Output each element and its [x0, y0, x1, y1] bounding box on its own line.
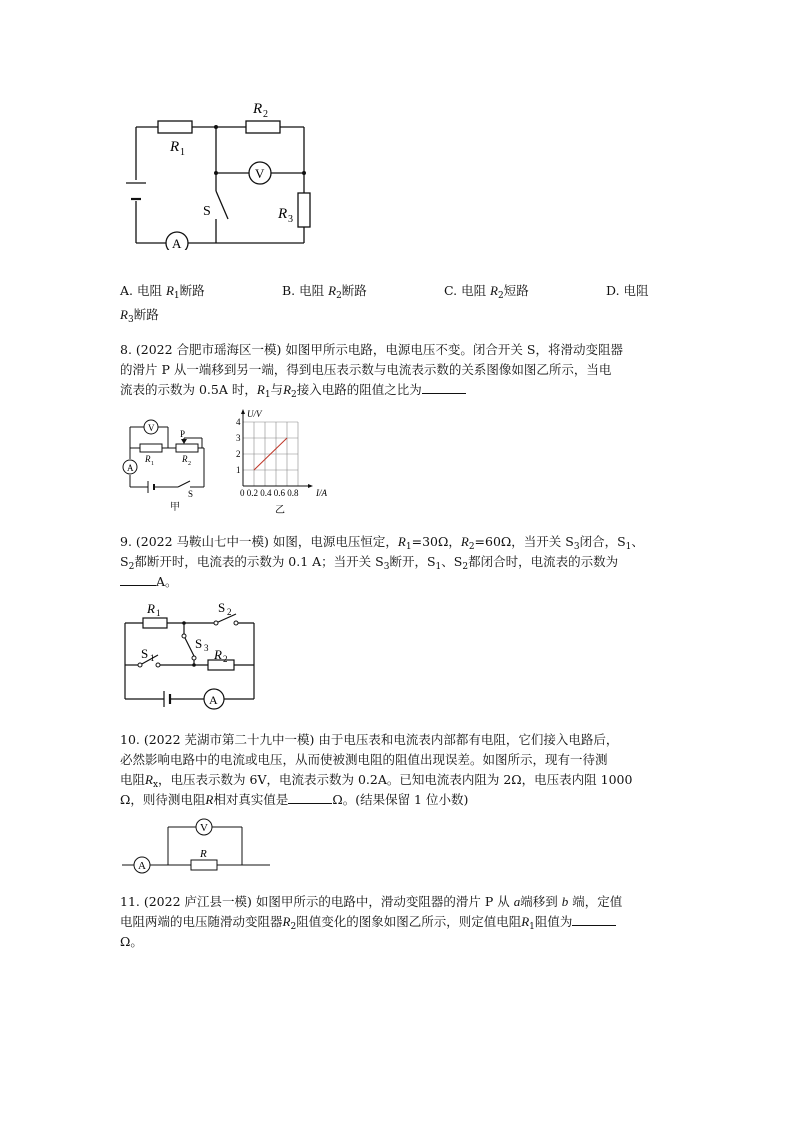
svg-text:A: A [138, 860, 146, 872]
svg-text:1: 1 [156, 608, 161, 618]
q7-option-d[interactable]: D. 电阻 [606, 283, 649, 298]
svg-text:3: 3 [204, 643, 209, 653]
q7-option-d-cont: $R_3$断路 [120, 307, 159, 325]
q7-option-a[interactable]: A. 电阻 $R_1$断路 [120, 283, 205, 301]
q8-answer-blank[interactable] [422, 381, 466, 394]
q10-text-line1: 10. (2022 芜湖市第二十九中一模) 由于电压表和电流表内部都有电阻，它们接入电路后， [120, 732, 619, 747]
svg-text:V: V [200, 822, 208, 834]
svg-text:S: S [218, 600, 226, 615]
q8-ytick-2: 2 [236, 449, 241, 459]
svg-text:2: 2 [263, 109, 268, 120]
svg-text:R: R [214, 647, 222, 662]
q8-text-line3: 流表的示数为 0.5A 时，$R_1$与$R_2$接入电路的阻值之比为 [120, 380, 466, 405]
q9-r1-resistor [143, 618, 167, 628]
svg-text:0 0.2 0.4 0.6 0.8: 0 0.2 0.4 0.6 0.8 [240, 488, 299, 498]
svg-text:S: S [141, 646, 149, 661]
q10-answer-blank[interactable] [288, 791, 332, 804]
q7-r3-resistor [298, 193, 310, 227]
q9-answer-blank[interactable] [120, 573, 156, 586]
q10-resistor [191, 860, 217, 870]
q8-ytick-1: 1 [236, 465, 241, 475]
svg-text:S: S [203, 204, 211, 219]
q8-ytick-3: 3 [236, 433, 241, 443]
svg-text:S: S [188, 489, 194, 499]
q10-text-line4: Ω，则待测电阻R相对真实值是 Ω。(结果保留 1 位小数) [120, 792, 469, 807]
q11-text-line1: 11. (2022 庐江县一模) 如图甲所示的电路中，滑动变阻器的滑片 P 从 a端移到 b 端，定值 [120, 894, 623, 909]
svg-text:2: 2 [227, 607, 232, 617]
q11-text-line2: 电阻两端的电压随滑动变阻器$R_2$阻值变化的图象如图乙所示，则定值电阻$R_1$阻值为 [120, 912, 616, 937]
svg-text:R: R [253, 101, 263, 117]
svg-text:甲: 甲 [170, 502, 180, 513]
q10-text-line2: 必然影响电路中的电流或电压，从而使被测电阻的阻值出现误差。如图所示，现有一待测 [120, 752, 608, 767]
svg-text:2: 2 [223, 654, 228, 664]
svg-text:P: P [180, 429, 186, 439]
q8-ytick-4: 4 [236, 417, 241, 427]
q11-answer-blank[interactable] [572, 913, 616, 926]
q8-text-line1: 8. (2022 合肥市瑶海区一模) 如图甲所示电路，电源电压不变。闭合开关 S，将滑动变阻器 [120, 342, 623, 357]
svg-text:3: 3 [288, 214, 293, 225]
svg-text:1: 1 [150, 653, 155, 663]
svg-text:R: R [278, 206, 288, 222]
svg-text:乙: 乙 [275, 505, 285, 516]
svg-text:A: A [172, 236, 182, 250]
q7-circuit-diagram [118, 95, 328, 250]
svg-text:V: V [148, 423, 155, 433]
svg-text:R: R [145, 454, 151, 464]
q7-option-b[interactable]: B. 电阻 $R_2$断路 [282, 283, 367, 301]
q9-circuit-diagram [118, 598, 263, 713]
q7-option-c[interactable]: C. 电阻 $R_2$短路 [444, 283, 529, 301]
q7-r2-resistor [246, 121, 280, 133]
q11-text-line3: Ω。 [120, 934, 143, 949]
svg-text:1: 1 [180, 147, 185, 158]
svg-text:R: R [170, 139, 180, 155]
q9-text-line3: A。 [120, 572, 178, 592]
q10-circuit-diagram [118, 815, 273, 877]
q7-r1-resistor [158, 121, 192, 133]
q8-text-line2: 的滑片 P 从一端移到另一端，得到电压表示数与电流表示数的关系图像如图乙所示，当电 [120, 362, 612, 377]
svg-text:A: A [209, 693, 218, 707]
svg-text:V: V [255, 166, 265, 181]
q8-ui-chart [228, 408, 338, 520]
q8-circuit-diagram [118, 415, 213, 515]
svg-text:1: 1 [151, 461, 154, 467]
svg-text:R: R [147, 601, 155, 616]
svg-text:A: A [127, 463, 134, 473]
svg-text:S: S [195, 636, 203, 651]
q9-text-line1: 9. (2022 马鞍山七中一模) 如图，电源电压恒定，$R_1=30\Omega$，$R_2=60\Omega$，当开关 $S_3$闭合，$S_1$、 [120, 534, 644, 552]
svg-text:U/V: U/V [247, 409, 262, 419]
svg-text:R: R [200, 848, 207, 860]
svg-text:R: R [182, 454, 188, 464]
svg-text:2: 2 [188, 461, 191, 467]
svg-text:I/A: I/A [316, 488, 327, 498]
q9-text-line2: $S_2$都断开时，电流表的示数为 0.1 A；当开关 $S_3$断开，$S_1$、$S_2$都闭合时，电流表的示数为 [120, 554, 619, 572]
q10-text-line3: 电阻$R_x$，电压表示数为 6V，电流表示数为 0.2A。已知电流表内阻为 2Ω，电压表内阻 1000 [120, 772, 633, 790]
